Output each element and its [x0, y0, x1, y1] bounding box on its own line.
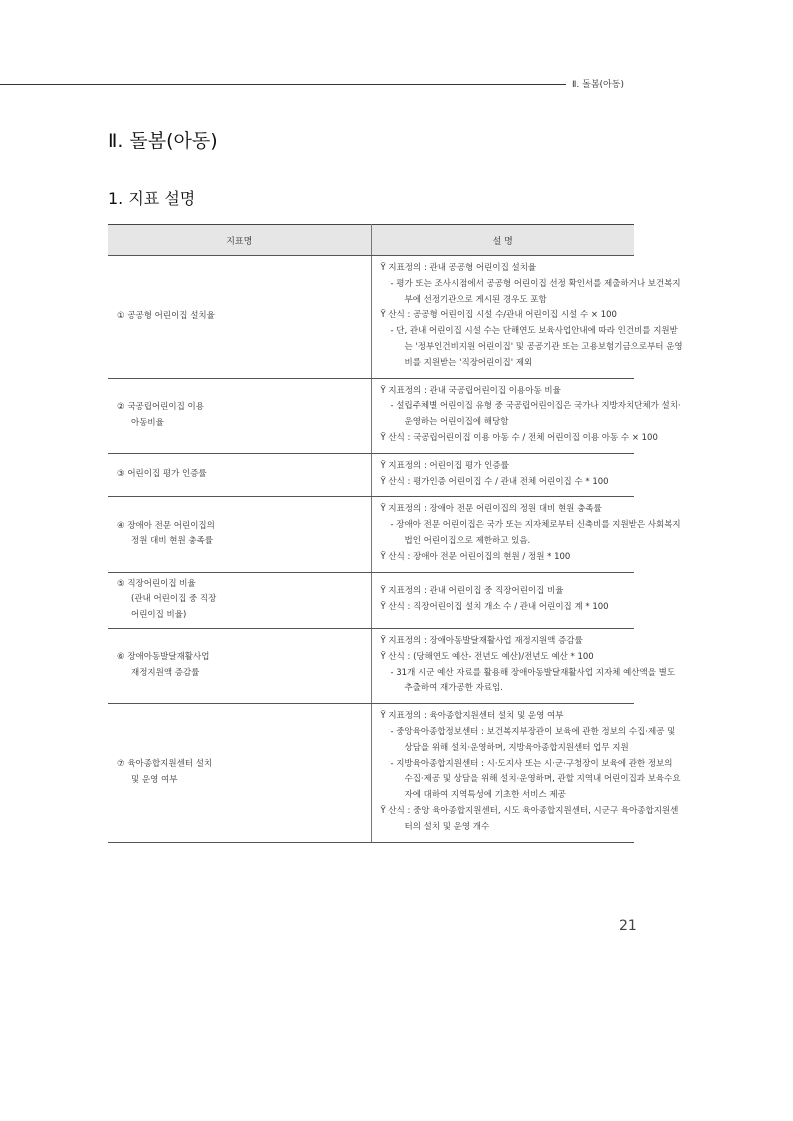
- page-number: 21: [619, 918, 637, 934]
- continuation-line: 수집·제공 및 상담을 위해 설치·운영하며, 관할 지역내 어린이집과 보육수요: [404, 774, 681, 785]
- bullet-line: Ÿ 산식 : 평가인증 어린이집 수 / 관내 전체 어린이집 수 * 100: [380, 476, 609, 487]
- bullet-line: Ÿ 산식 : 공공형 어린이집 시설 수/관내 어린이집 시설 수 × 100: [380, 310, 617, 321]
- continuation-line: 추출하여 재가공한 자료임.: [404, 683, 503, 694]
- bullet-line: Ÿ 산식 : (당해연도 예산- 전년도 예산)/전년도 예산 * 100: [380, 651, 594, 662]
- header-indicator-name: 지표명: [108, 225, 371, 256]
- indicator-name-cell: [108, 378, 371, 453]
- indicator-name-cell: [108, 704, 371, 842]
- indicator-name-line: ① 공공형 어린이집 설치율: [117, 310, 215, 321]
- subsection-title: 1. 지표 설명: [108, 189, 196, 208]
- continuation-line: 법인 어린이집으로 제한하고 있음.: [404, 535, 531, 546]
- header-rule: [0, 84, 566, 85]
- bullet-line: Ÿ 지표정의 : 육아종합지원센터 설치 및 운영 여부: [380, 711, 564, 722]
- sub-bullet-line: - 중앙육아종합정보센터 : 보건복지부장관이 보육에 관한 정보의 수집·제공 및: [390, 726, 676, 737]
- sub-bullet-line: - 평가 또는 조사시점에서 공공형 어린이집 선정 확인서를 제출하거나 보건복지: [390, 278, 681, 289]
- indicator-description-cell: [371, 628, 676, 703]
- table-row: [108, 572, 634, 628]
- indicator-name-line: ② 국공립어린이집 이용: [117, 401, 204, 412]
- indicator-name-line: ⑥ 장애아동발달재활사업: [117, 652, 210, 663]
- table-row: [108, 704, 634, 842]
- bullet-line: Ÿ 산식 : 국공립어린이집 이용 아동 수 / 전체 어린이집 이용 아동 수 × 100: [380, 432, 658, 443]
- indicator-description-cell: [371, 378, 681, 453]
- indicator-name-line: ③ 어린이집 평가 인증률: [117, 469, 207, 480]
- continuation-line: 부에 선정기관으로 게시된 경우도 포함: [404, 294, 547, 305]
- bullet-line: Ÿ 산식 : 장애아 전문 어린이집의 현원 / 정원 * 100: [380, 551, 571, 562]
- continuation-line: 운영하는 어린이집에 해당함: [404, 417, 509, 428]
- bullet-line: Ÿ 산식 : 직장어린이집 설치 개소 수 / 관내 어린이집 계 * 100: [380, 601, 609, 612]
- sub-bullet-line: - 31개 시군 예산 자료를 활용해 장애아동발달재활사업 지자체 예산액을 별도: [390, 667, 676, 678]
- running-header: Ⅱ. 돌봄(아동): [572, 80, 624, 90]
- table-row: [108, 378, 634, 453]
- indicator-description-cell: [371, 572, 634, 628]
- indicator-name-line: 아동비율: [131, 417, 164, 428]
- indicator-name-cell: [108, 453, 371, 497]
- bullet-line: Ÿ 지표정의 : 장애아 전문 어린이집의 정원 대비 현원 충족률: [380, 504, 602, 515]
- table-row: [108, 628, 634, 703]
- indicator-name-line: 및 운영 여부: [131, 774, 178, 785]
- continuation-line: 는 '정부인건비지원 어린이집' 및 공공기관 또는 고용보험기금으로부터 운영: [404, 341, 683, 352]
- section-title: Ⅱ. 돌봄(아동): [108, 130, 218, 152]
- indicator-description-cell: [371, 256, 683, 379]
- bullet-line: Ÿ 지표정의 : 어린이집 평가 인증률: [380, 460, 509, 471]
- header-description: 설 명: [371, 225, 634, 256]
- table-body: [108, 256, 683, 843]
- indicator-name-line: ⑦ 육아종합지원센터 설치: [117, 759, 213, 770]
- bullet-line: Ÿ 지표정의 : 관내 공공형 어린이집 설치율: [380, 263, 537, 273]
- table-row: [108, 497, 634, 572]
- bullet-line: Ÿ 지표정의 : 관내 국공립어린이집 이용아동 비율: [380, 385, 561, 396]
- indicator-name-line: (관내 어린이집 중 직장: [131, 594, 217, 605]
- indicator-name-line: ④ 장애아 전문 어린이집의: [117, 520, 215, 531]
- indicator-name-line: 정원 대비 현원 충족률: [131, 536, 214, 547]
- continuation-line: 상담을 위해 설치·운영하며, 지방육아종합지원센터 업무 지원: [404, 742, 629, 753]
- bullet-line: Ÿ 지표정의 : 장애아동발달재활사업 재정지원액 증감률: [380, 635, 583, 646]
- indicator-name-line: 재정지원액 증감률: [131, 668, 200, 679]
- indicator-table: [108, 224, 683, 843]
- indicator-name-line: 어린이집 비율): [131, 610, 187, 621]
- sub-bullet-line: - 장애아 전문 어린이집은 국가 또는 지자체로부터 신축비를 지원받은 사회복지: [390, 520, 681, 531]
- indicator-name-cell: [108, 572, 371, 628]
- sub-bullet-line: - 설립주체별 어린이집 유형 중 국공립어린이집은 국가나 지방자치단체가 설치·: [390, 401, 681, 412]
- table-row: [108, 453, 634, 497]
- bullet-line: Ÿ 산식 : 중앙 육아종합지원센터, 시도 육아종합지원센터, 시군구 육아종합지원센: [380, 805, 679, 816]
- continuation-line: 터의 설치 및 운영 개수: [404, 821, 490, 832]
- indicator-name-cell: [108, 256, 371, 379]
- sub-bullet-line: - 지방육아종합지원센터 : 시·도지사 또는 시·군·구청장이 보육에 관한 정보의: [390, 758, 673, 769]
- indicator-name-cell: [108, 497, 371, 572]
- continuation-line: 자에 대하여 지역특성에 기초한 서비스 제공: [404, 790, 566, 801]
- indicator-name-cell: [108, 628, 371, 703]
- continuation-line: 비를 지원받는 '직장어린이집' 제외: [404, 357, 533, 368]
- indicator-description-cell: [371, 497, 681, 572]
- sub-bullet-line: - 단, 관내 어린이집 시설 수는 단해연도 보육사업안내에 따라 인건비를 지원받: [390, 326, 678, 337]
- indicator-description-cell: [371, 704, 681, 842]
- table-header-row: [108, 225, 634, 256]
- table-row: [108, 256, 634, 379]
- bullet-line: Ÿ 지표정의 : 관내 어린이집 중 직장어린이집 비율: [380, 585, 564, 596]
- indicator-name-line: ⑤ 직장어린이집 비율: [117, 578, 196, 589]
- indicator-description-cell: [371, 453, 634, 497]
